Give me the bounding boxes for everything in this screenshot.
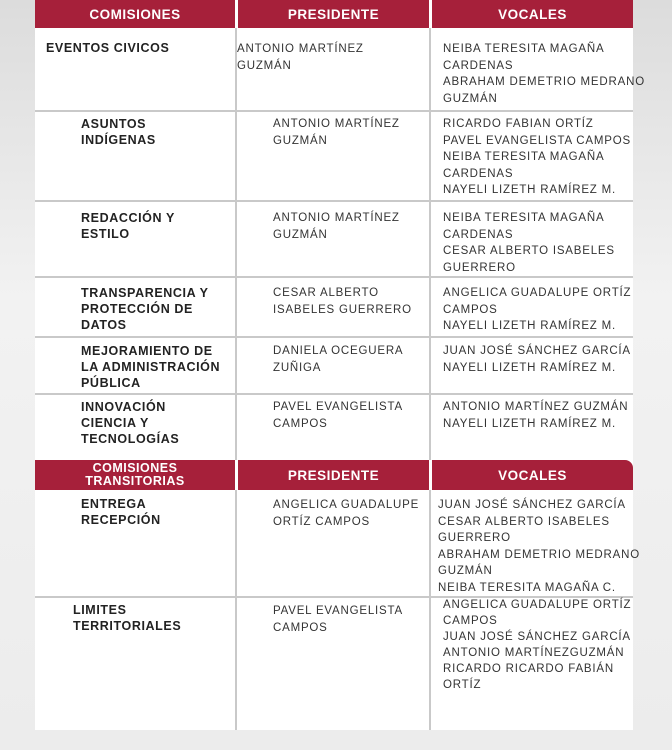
vocal-line: ABRAHAM DEMETRIO MEDRANO [443, 76, 645, 88]
row-divider [35, 200, 633, 202]
row-divider [35, 276, 633, 278]
commission-name [81, 399, 179, 447]
commission-name-line: EVENTOS CIVICOS [46, 41, 170, 55]
vocal-line: GUZMÁN [438, 565, 493, 577]
vocales-list [443, 210, 615, 276]
vocal-line: CESAR ALBERTO ISABELES [443, 245, 615, 257]
commission-name [81, 343, 220, 391]
president-line: CESAR ALBERTO [273, 287, 379, 299]
president-line: ORTÍZ CAMPOS [273, 515, 370, 528]
vocal-line: PAVEL EVANGELISTA CAMPOS [443, 134, 631, 147]
vocal-line: NEIBA TERESITA MAGAÑA [443, 151, 605, 163]
header-vocales [432, 460, 633, 490]
president-line: PAVEL EVANGELISTA [273, 401, 403, 413]
commission-name-line: INDÍGENAS [81, 133, 156, 147]
vocal-line: ORTÍZ [443, 679, 482, 691]
president-name [237, 41, 364, 74]
commission-name [81, 210, 175, 242]
commission-name-line: TERRITORIALES [73, 619, 182, 633]
commission-name [81, 116, 156, 148]
vocales-list [443, 116, 631, 199]
vocal-line: CAMPOS [443, 303, 498, 316]
vocal-line: JUAN JOSÉ SÁNCHEZ GARCÍA [438, 499, 626, 511]
vocal-line: ABRAHAM DEMETRIO MEDRANO [438, 548, 640, 561]
commission-name-line: CIENCIA Y [81, 416, 149, 430]
president-line: PAVEL EVANGELISTA [273, 605, 403, 617]
vocales-list [443, 399, 628, 432]
president-line: CAMPOS [273, 621, 328, 634]
vocal-line: NEIBA TERESITA MAGAÑA [443, 43, 605, 55]
vocal-line: NEIBA TERESITA MAGAÑA [443, 212, 605, 224]
president-name [273, 399, 403, 432]
commission-name-line: DATOS [81, 318, 127, 332]
commission-name [46, 40, 169, 56]
header-label: PRESIDENTE [287, 6, 380, 22]
commission-name-line: PÚBLICA [81, 376, 141, 390]
vocal-line: GUERRERO [438, 532, 511, 544]
president-name [273, 343, 403, 376]
commission-name-line: RECEPCIÓN [81, 513, 161, 527]
vocal-line: NAYELI LIZETH RAMÍREZ M. [443, 361, 616, 374]
president-line: CAMPOS [273, 417, 328, 430]
row-divider [35, 393, 633, 395]
vocal-line: ANTONIO MARTÍNEZGUZMÁN [443, 647, 625, 659]
header-presidente [238, 0, 429, 28]
vocales-list [443, 343, 631, 376]
header-label: VOCALES [498, 6, 567, 22]
president-line: GUZMÁN [273, 228, 328, 241]
president-line: ANTONIO MARTÍNEZ [273, 118, 400, 130]
vocal-line: RICARDO RICARDO FABIÁN [443, 663, 614, 675]
president-line: ANTONIO MARTÍNEZ [273, 212, 400, 224]
vocal-line: RICARDO FABIAN ORTÍZ [443, 118, 594, 130]
commission-name-line: TECNOLOGÍAS [81, 432, 180, 446]
column-divider [429, 490, 431, 730]
vocal-line: NAYELI LIZETH RAMÍREZ M. [443, 320, 616, 332]
president-name [273, 603, 403, 636]
commission-name-line: ASUNTOS [81, 117, 147, 131]
vocales-list [443, 41, 645, 107]
vocal-line: JUAN JOSÉ SÁNCHEZ GARCÍA [443, 631, 631, 643]
commission-name-line: MEJORAMIENTO DE [81, 344, 213, 358]
president-name [273, 116, 400, 149]
commission-name-line: PROTECCIÓN DE [81, 302, 193, 316]
commission-name-line: LIMITES [73, 603, 127, 617]
vocales-list [443, 597, 631, 693]
vocales-list [438, 497, 640, 596]
column-divider [235, 490, 237, 730]
president-line: ISABELES GUERRERO [273, 303, 412, 316]
commission-name [81, 496, 161, 528]
commission-name [73, 602, 181, 634]
president-name [273, 285, 412, 318]
vocal-line: CARDENAS [443, 59, 514, 72]
header-label: COMISIONES [89, 6, 181, 22]
row-divider [35, 110, 633, 112]
header-label: VOCALES [498, 467, 567, 483]
header-presidente [238, 460, 429, 490]
commission-name-line: ENTREGA [81, 497, 147, 511]
vocal-line: ANTONIO MARTÍNEZ GUZMÁN [443, 401, 629, 413]
vocales-list [443, 285, 631, 335]
commission-name-line: ESTILO [81, 227, 130, 241]
president-name [273, 497, 419, 530]
vocal-line: ANGELICA GUADALUPE ORTÍZ [443, 287, 632, 299]
vocal-line: ANGELICA GUADALUPE ORTÍZ [443, 599, 632, 611]
vocal-line: CARDENAS [443, 228, 514, 241]
header-label: TRANSITORIAS [85, 474, 185, 488]
header-comisiones [35, 0, 235, 28]
president-name [273, 210, 400, 243]
president-line: DANIELA OCEGUERA [273, 345, 404, 357]
column-divider [235, 28, 237, 460]
header-label: PRESIDENTE [287, 467, 380, 483]
vocal-line: CESAR ALBERTO ISABELES [438, 515, 610, 528]
header-vocales [432, 0, 633, 28]
vocal-line: GUERRERO [443, 261, 516, 274]
president-line: ANGELICA GUADALUPE [273, 499, 420, 511]
header-label: COMISIONES [92, 461, 178, 475]
president-line: GUZMÁN [237, 59, 292, 72]
commission-name [81, 285, 209, 333]
vocal-line: NAYELI LIZETH RAMÍREZ M. [443, 417, 616, 430]
vocal-line: CAMPOS [443, 615, 498, 627]
vocal-line: CARDENAS [443, 167, 514, 180]
header-comisiones-transitorias [35, 460, 235, 490]
commission-name-line: INNOVACIÓN [81, 400, 166, 414]
vocal-line: NAYELI LIZETH RAMÍREZ M. [443, 184, 616, 196]
commission-name-line: REDACCIÓN Y [81, 211, 175, 225]
president-line: ZUÑIGA [273, 361, 322, 374]
vocal-line: JUAN JOSÉ SÁNCHEZ GARCÍA [443, 345, 631, 357]
president-line: ANTONIO MARTÍNEZ [237, 43, 364, 55]
commission-name-line: TRANSPARENCIA Y [81, 286, 209, 300]
president-line: GUZMÁN [273, 134, 328, 147]
vocal-line: NEIBA TERESITA MAGAÑA C. [438, 581, 616, 594]
vocal-line: GUZMÁN [443, 92, 498, 105]
row-divider [35, 336, 633, 338]
commission-name-line: LA ADMINISTRACIÓN [81, 360, 221, 374]
column-divider [429, 28, 431, 460]
